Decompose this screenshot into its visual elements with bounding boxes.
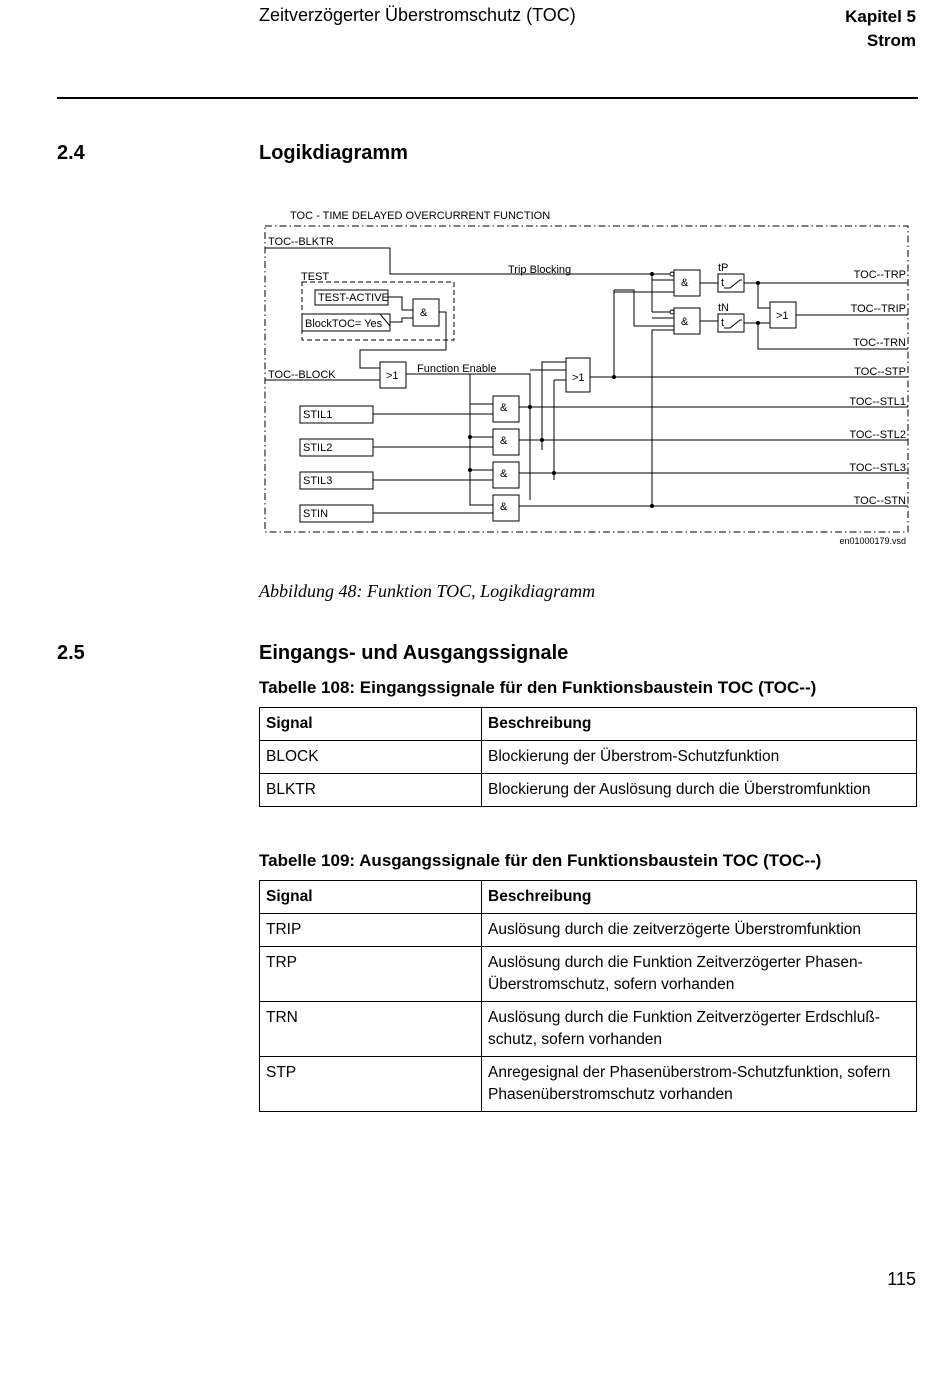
table-row xyxy=(260,774,917,807)
label-stin: STIN xyxy=(303,508,329,520)
label-and-1: & xyxy=(420,307,428,319)
label-and-stl1: & xyxy=(500,402,508,414)
header-rule xyxy=(57,97,918,99)
table-109 xyxy=(259,880,917,1112)
label-out-trip: TOC--TRIP xyxy=(850,303,906,315)
cell-signal: BLKTR xyxy=(260,774,482,807)
table-109-title: Tabelle 109: Ausgangssignale für den Funktionsbaustein TOC (TOC--) xyxy=(259,851,822,870)
label-or-3: >1 xyxy=(776,310,789,322)
label-blocktoc: BlockTOC= Yes xyxy=(305,318,383,330)
cell-signal: BLOCK xyxy=(260,741,482,774)
label-or-1: >1 xyxy=(386,370,399,382)
table-row xyxy=(260,741,917,774)
label-stil2: STIL2 xyxy=(303,442,333,454)
label-tn: tN xyxy=(718,302,729,314)
section-number: 2.5 xyxy=(57,642,85,664)
chapter-name: Strom xyxy=(866,31,916,50)
cell-description: Blockierung der Auslösung durch die Überstromfunktion xyxy=(482,774,917,807)
table-row xyxy=(260,1002,917,1057)
label-or-2: >1 xyxy=(572,372,585,384)
label-and-stl2: & xyxy=(500,435,508,447)
section-number: 2.4 xyxy=(57,142,85,164)
label-file-ref: en01000179.vsd xyxy=(839,536,906,546)
label-tp: tP xyxy=(718,262,729,274)
col-description: Beschreibung xyxy=(482,708,917,741)
label-and-stn: & xyxy=(500,501,508,513)
cell-description: Auslösung durch die Funktion Zeitverzögerter Phasen-Überstromschutz, sofern vorhanden xyxy=(482,947,917,1002)
table-108-title: Tabelle 108: Eingangssignale für den Funktionsbaustein TOC (TOC--) xyxy=(259,678,817,697)
chapter-number: Kapitel 5 xyxy=(845,7,916,26)
table-header-row xyxy=(260,708,917,741)
col-description: Beschreibung xyxy=(482,881,917,914)
label-out-stl1: TOC--STL1 xyxy=(849,396,906,408)
label-out-stl3: TOC--STL3 xyxy=(849,462,906,474)
logic-diagram xyxy=(0,200,950,560)
cell-signal: TRN xyxy=(260,1002,482,1057)
running-header-chapter xyxy=(845,5,916,53)
page-number: 115 xyxy=(887,1269,916,1289)
section-title: Logikdiagramm xyxy=(259,142,408,164)
cell-signal: STP xyxy=(260,1057,482,1112)
label-blktr: TOC--BLKTR xyxy=(268,236,334,248)
table-header-row xyxy=(260,881,917,914)
label-t1: t xyxy=(721,277,725,289)
function-block-frame xyxy=(265,226,908,532)
col-signal: Signal xyxy=(260,881,482,914)
label-trip-blocking: Trip Blocking xyxy=(508,264,572,276)
table-108 xyxy=(259,707,917,807)
label-out-trp: TOC--TRP xyxy=(853,269,906,281)
cell-signal: TRIP xyxy=(260,914,482,947)
label-out-stp: TOC--STP xyxy=(854,366,906,378)
cell-signal: TRP xyxy=(260,947,482,1002)
cell-description: Auslösung durch die Funktion Zeitverzögerter Erdschluß-schutz, sofern vorhanden xyxy=(482,1002,917,1057)
table-row xyxy=(260,947,917,1002)
figure-caption: Abbildung 48: Funktion TOC, Logikdiagramm xyxy=(259,581,596,601)
section-title: Eingangs- und Ausgangssignale xyxy=(259,642,569,664)
label-function-enable: Function Enable xyxy=(417,363,497,375)
cell-description: Auslösung durch die zeitverzögerte Überstromfunktion xyxy=(482,914,917,947)
cell-description: Anregesignal der Phasenüberstrom-Schutzfunktion, sofern Phasenüberstromschutz vorhanden xyxy=(482,1057,917,1112)
label-out-trn: TOC--TRN xyxy=(853,337,906,349)
col-signal: Signal xyxy=(260,708,482,741)
cell-description: Blockierung der Überstrom-Schutzfunktion xyxy=(482,741,917,774)
label-stil3: STIL3 xyxy=(303,475,333,487)
label-and-trp: & xyxy=(681,277,689,289)
label-test: TEST xyxy=(301,271,330,283)
label-and-trn: & xyxy=(681,316,689,328)
label-t2: t xyxy=(721,317,725,329)
label-out-stl2: TOC--STL2 xyxy=(849,429,906,441)
label-out-stn: TOC--STN xyxy=(853,495,906,507)
table-row xyxy=(260,914,917,947)
label-stil1: STIL1 xyxy=(303,409,333,421)
label-test-active: TEST-ACTIVE xyxy=(318,292,389,304)
running-header-title: Zeitverzögerter Überstromschutz (TOC) xyxy=(259,5,576,25)
label-and-stl3: & xyxy=(500,468,508,480)
table-row xyxy=(260,1057,917,1112)
label-block: TOC--BLOCK xyxy=(268,369,336,381)
diagram-title: TOC - TIME DELAYED OVERCURRENT FUNCTION xyxy=(290,210,551,222)
